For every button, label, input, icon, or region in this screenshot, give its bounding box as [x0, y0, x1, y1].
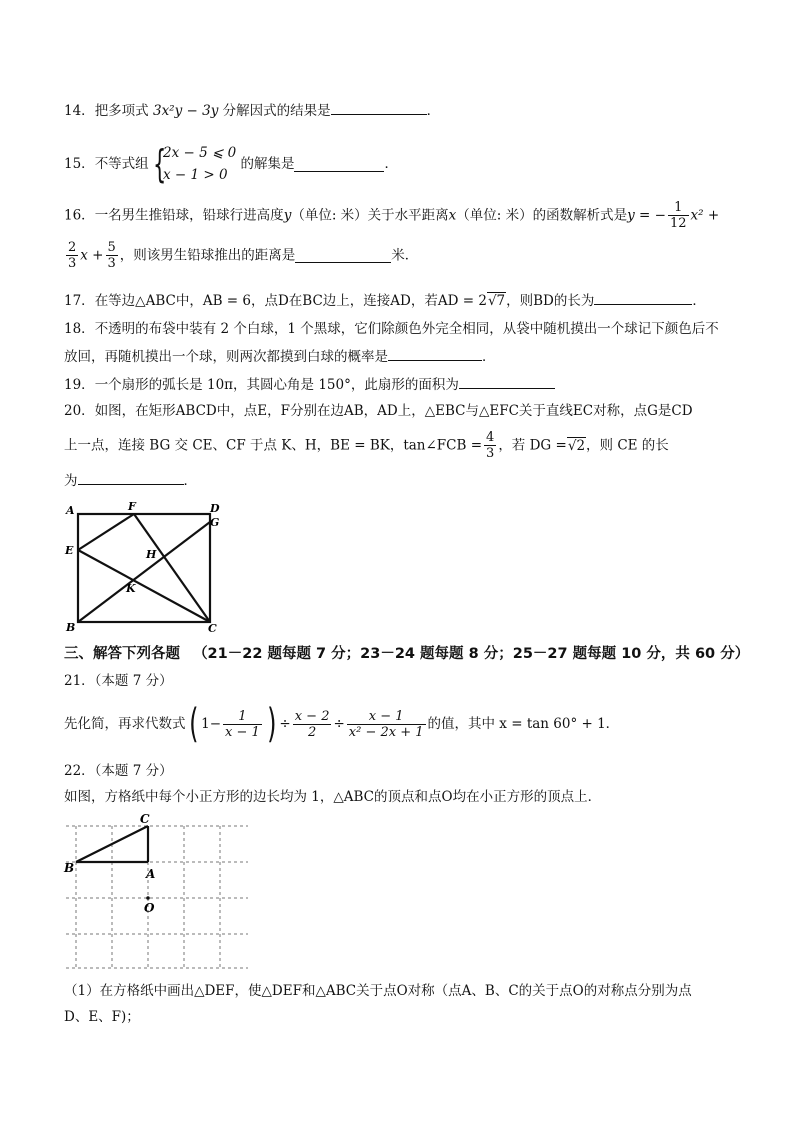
answer-blank[interactable] — [594, 290, 692, 305]
fraction — [668, 200, 689, 231]
question-22-part-1-line-2 — [64, 1008, 140, 1026]
fraction — [106, 240, 118, 271]
math-expression: 3x²y − 3y — [152, 103, 219, 119]
math-expression: 1− — [201, 716, 222, 732]
radicand: 2 — [576, 437, 586, 454]
punctuation: ． — [384, 156, 398, 172]
grid-figure — [62, 808, 252, 972]
section-note: （21－22 题每题 7 分；23－24 题每题 8 分；25－27 题每题 10 分，共 60 分） — [193, 646, 750, 662]
label-d: D — [210, 502, 220, 515]
left-paren: ( — [188, 701, 198, 747]
punctuation: ． — [482, 349, 496, 365]
fraction — [223, 709, 262, 740]
question-text: 的值，其中 x = tan 60° + 1． — [427, 716, 620, 732]
segment-ef — [78, 514, 134, 550]
question-18-line-2 — [64, 346, 496, 366]
question-number: 19． — [64, 377, 95, 393]
question-text: 在等边△ABC中，AB = 6，点D在BC边上，连接AD，若AD = 2 — [94, 293, 487, 309]
inequality-system — [153, 142, 236, 186]
label-c: C — [140, 812, 150, 826]
denominator: x − 1 — [225, 724, 260, 740]
question-text: 不等式组 — [94, 156, 149, 172]
numerator: x − 2 — [294, 708, 330, 724]
question-number: 21．（本题 7 分） — [64, 673, 173, 689]
math-expression: x² + — [690, 207, 720, 224]
denominator: 2 — [307, 724, 317, 740]
radicand: 7 — [496, 293, 506, 309]
segment-ec — [78, 550, 210, 622]
numerator: 5 — [107, 240, 116, 255]
question-22-text — [64, 788, 601, 806]
numerator: 2 — [68, 240, 77, 255]
question-21-header — [64, 672, 173, 690]
section-3-heading — [64, 642, 749, 663]
question-21-expression — [64, 701, 620, 747]
fraction — [66, 240, 78, 271]
question-text: 如图，在矩形ABCD中，点E，F分别在边AB，AD上，△EBC与△EFC关于直线EC对称，点G是CD — [94, 403, 693, 419]
question-text: 先化简，再求代数式 — [64, 716, 186, 732]
question-text: ，则该男生铅球推出的距离是 — [119, 247, 296, 264]
answer-blank[interactable] — [294, 157, 384, 172]
question-text: 不透明的布袋中装有 2 个白球，1 个黑球，它们除颜色外完全相同，从袋中随机摸出一个球记下颜色后不 — [94, 321, 719, 337]
punctuation: ． — [426, 103, 441, 119]
inequality-1: 2x − 5 ⩽ 0 — [162, 145, 237, 161]
label-h: H — [146, 548, 157, 561]
question-text: 一个扇形的弧长是 10π，其圆心角是 150°，此扇形的面积为 — [94, 377, 459, 393]
question-number: 18． — [64, 321, 95, 337]
punctuation: ． — [692, 293, 706, 309]
question-number: 15． — [64, 156, 95, 172]
question-15 — [64, 142, 398, 186]
question-16-line-2 — [64, 240, 418, 271]
answer-blank[interactable] — [459, 374, 555, 389]
label-c: C — [208, 622, 217, 634]
question-text: 把多项式 — [94, 103, 149, 119]
right-paren: ) — [266, 701, 277, 747]
question-20-line-2 — [64, 430, 669, 461]
question-text: ，则BD的长为 — [506, 293, 595, 309]
grid-lines — [66, 826, 248, 968]
punctuation: ． — [183, 473, 197, 489]
label-b: B — [64, 861, 75, 875]
fraction — [347, 709, 426, 740]
question-text: 一名男生推铅球，铅球行进高度 — [94, 207, 284, 224]
question-22-header — [64, 762, 173, 780]
denominator: 3 — [68, 256, 77, 271]
square-root: √7 — [487, 293, 506, 309]
question-20-line-1 — [64, 402, 693, 420]
question-text: （1）在方格纸中画出△DEF，使△DEF和△ABC关于点O对称（点A、B、C的关于点O的对称点分别为点 — [64, 983, 692, 999]
label-k: K — [126, 582, 136, 595]
question-number: 20． — [64, 403, 95, 419]
label-f: F — [128, 500, 136, 513]
answer-blank[interactable] — [388, 346, 482, 361]
point-o — [146, 896, 150, 900]
unit-text: 米． — [391, 247, 419, 264]
math-expression: y = − — [627, 207, 666, 224]
question-20-line-3 — [64, 470, 197, 490]
question-number: 22．（本题 7 分） — [64, 763, 173, 779]
label-e: E — [65, 544, 74, 557]
question-text: 放回，再随机摸出一个球，则两次都摸到白球的概率是 — [64, 349, 388, 365]
question-text: ，若 DG = — [498, 437, 567, 454]
answer-blank[interactable] — [295, 248, 391, 263]
fraction — [293, 709, 332, 740]
question-18-line-1 — [64, 320, 719, 338]
variable: x — [448, 207, 457, 224]
denominator: 3 — [107, 256, 116, 271]
section-title: 三、解答下列各题 — [64, 646, 180, 662]
numerator: 1 — [223, 709, 262, 725]
answer-blank[interactable] — [78, 470, 184, 485]
question-number: 17． — [64, 293, 95, 309]
question-17 — [64, 290, 706, 310]
question-text: （单位: 米）的函数解析式是 — [456, 207, 628, 224]
operator: ÷ — [279, 716, 291, 732]
numerator: x − 1 — [347, 709, 426, 725]
numerator: 4 — [486, 430, 495, 445]
denominator: 12 — [669, 216, 687, 231]
denominator: 3 — [486, 446, 495, 461]
label-a: A — [146, 867, 156, 881]
inequality-2: x − 1 > 0 — [162, 167, 228, 183]
question-text: （单位: 米）关于水平距离 — [291, 207, 449, 224]
question-text: 如图，方格纸中每个小正方形的边长均为 1，△ABC的顶点和点O均在小正方形的顶点上． — [64, 789, 602, 805]
question-text: ，则 CE 的长 — [586, 437, 669, 454]
question-19 — [64, 374, 555, 394]
question-number: 14． — [64, 103, 95, 119]
label-o: O — [144, 901, 155, 915]
numerator: 1 — [668, 200, 689, 216]
variable: y — [283, 207, 292, 224]
operator: ÷ — [333, 716, 345, 732]
label-a: A — [66, 504, 75, 517]
math-expression: x + — [80, 247, 104, 264]
label-g: G — [210, 516, 220, 529]
question-14 — [64, 100, 440, 120]
question-text: 的解集是 — [240, 156, 295, 172]
denominator: x² − 2x + 1 — [348, 724, 424, 740]
question-16-line-1 — [64, 200, 719, 231]
question-text: 为 — [64, 473, 78, 489]
rectangle-figure — [62, 498, 222, 634]
question-text: D、E、F)； — [64, 1009, 140, 1025]
square-root: √2 — [567, 437, 586, 454]
question-number: 16． — [64, 207, 95, 224]
fraction — [484, 430, 496, 461]
question-22-part-1-line-1 — [64, 982, 692, 1000]
question-text: 上一点，连接 BG 交 CE、CF 于点 K、H，BE = BK，tan∠FCB = — [64, 437, 483, 454]
answer-blank[interactable] — [331, 100, 427, 115]
brace-symbol: { — [152, 142, 167, 186]
label-b: B — [66, 621, 76, 634]
question-text: 分解因式的结果是 — [222, 103, 331, 119]
